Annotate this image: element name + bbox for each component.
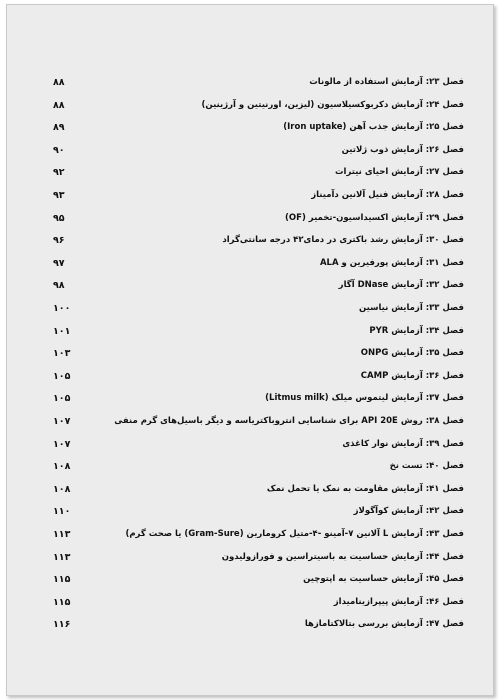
toc-entry	[53, 594, 464, 610]
toc-chapter-title: فصل ۳۳: آزمایش نیاسین	[358, 303, 464, 313]
toc-entry	[53, 616, 464, 632]
toc-page-number: ۱۰۷	[53, 415, 71, 427]
toc-chapter-title: فصل ۴۶: آزمایش پیپرازینامیداز	[333, 597, 464, 607]
toc-chapter-title: فصل ۴۷: آزمایش بررسی بتالاکتامازها	[304, 619, 464, 629]
toc-entry	[53, 187, 464, 203]
toc-entry	[53, 97, 464, 113]
toc-page-number: ۱۰۵	[53, 370, 71, 382]
toc-entry	[53, 413, 464, 429]
toc-page-number: ۹۳	[53, 189, 65, 201]
toc-entry	[53, 74, 464, 90]
toc-chapter-title: فصل ۳۸: روش API 20E برای شناسایی انتروباکتریاسه و دیگر باسیل‌های گرم منفی	[114, 416, 464, 426]
toc-entry	[53, 300, 464, 316]
toc-entry	[53, 571, 464, 587]
toc-entry	[53, 119, 464, 135]
toc-page-number: ۱۱۶	[53, 618, 71, 630]
toc-page-number: ۹۰	[53, 144, 65, 156]
toc-chapter-title: فصل ۲۶: آزمایش ذوب ژلاتین	[341, 145, 464, 155]
toc-entry	[53, 458, 464, 474]
toc-entry	[53, 526, 464, 542]
toc-page-number: ۱۰۸	[53, 460, 71, 472]
toc-entry	[53, 390, 464, 406]
toc-entry	[53, 345, 464, 361]
toc-chapter-title: فصل ۳۲: آزمایش DNase آگار	[338, 280, 464, 290]
toc-page-number: ۱۱۵	[53, 596, 71, 608]
document-page	[6, 4, 494, 696]
toc-chapter-title: فصل ۳۹: آزمایش نوار کاغذی	[342, 439, 464, 449]
toc-chapter-title: فصل ۴۲: آزمایش کوآگولاز	[353, 506, 464, 516]
toc-chapter-title: فصل ۲۵: آزمایش جذب آهن (Iron uptake)	[283, 122, 464, 132]
toc-chapter-title: فصل ۲۸: آزمایش فنیل آلانین دآمیناز	[311, 190, 464, 200]
toc-entry	[53, 255, 464, 271]
toc-page-number: ۸۸	[53, 76, 65, 88]
toc-chapter-title: فصل ۴۳: آزمایش L آلانین ۷-آمینو -۴-متیل کرومارین (Gram-Sure) یا صحت گرم)	[125, 529, 464, 539]
toc-chapter-title: فصل ۳۵: آزمایش ONPG	[360, 348, 464, 358]
toc-page-number: ۱۱۳	[53, 551, 71, 563]
toc-page-number: ۹۲	[53, 166, 65, 178]
toc-chapter-title: فصل ۳۴: آزمایش PYR	[369, 326, 464, 336]
toc-chapter-title: فصل ۴۰: تست نخ	[389, 461, 464, 471]
toc-entry	[53, 549, 464, 565]
toc-chapter-title: فصل ۳۱: آزمایش پورفیرین و ALA	[319, 258, 464, 268]
toc-page-number: ۱۰۵	[53, 392, 71, 404]
toc-page-number: ۸۸	[53, 99, 65, 111]
toc-page-number: ۹۸	[53, 279, 65, 291]
toc-page-number: ۹۵	[53, 212, 65, 224]
toc-entry	[53, 232, 464, 248]
toc-entry	[53, 368, 464, 384]
toc-entry	[53, 323, 464, 339]
toc-chapter-title: فصل ۳۷: آزمایش لیتموس میلک (Litmus milk)	[265, 393, 464, 403]
toc-chapter-title: فصل ۲۴: آزمایش دکربوکسیلاسیون (لیزین، اورنیتین و آرژینین)	[201, 100, 464, 110]
toc-chapter-title: فصل ۲۹: آزمایش اکسیداسیون-تخمیر (OF)	[285, 213, 464, 223]
toc-chapter-title: فصل ۴۴: آزمایش حساسیت به باسیتراسین و فورازولیدون	[221, 552, 464, 562]
toc-chapter-title: فصل ۳۰: آزمایش رشد باکتری در دمای۴۲ درجه سانتی‌گراد	[222, 235, 464, 245]
toc-entry	[53, 277, 464, 293]
toc-page-number: ۱۰۳	[53, 347, 71, 359]
toc-page-number: ۹۶	[53, 234, 65, 246]
toc-page-number: ۱۱۵	[53, 573, 71, 585]
toc-entry	[53, 503, 464, 519]
toc-page-number: ۱۰۸	[53, 483, 71, 495]
toc-page-number: ۱۰۷	[53, 438, 71, 450]
toc-page-number: ۹۷	[53, 257, 65, 269]
toc-entry	[53, 164, 464, 180]
toc-chapter-title: فصل ۴۱: آزمایش مقاومت به نمک یا تحمل نمک	[266, 484, 464, 494]
toc-entry	[53, 436, 464, 452]
toc-page-number: ۱۰۰	[53, 302, 71, 314]
toc-page-number: ۱۰۱	[53, 325, 71, 337]
toc-chapter-title: فصل ۳۶: آزمایش CAMP	[360, 371, 464, 381]
table-of-contents	[7, 5, 493, 695]
toc-entry	[53, 481, 464, 497]
toc-entry	[53, 210, 464, 226]
toc-chapter-title: فصل ۴۵: آزمایش حساسیت به اپتوچین	[303, 574, 464, 584]
toc-chapter-title: فصل ۲۳: آزمایش استفاده از مالونات	[309, 77, 464, 87]
toc-chapter-title: فصل ۲۷: آزمایش احیای نیترات	[334, 167, 464, 177]
toc-page-number: ۸۹	[53, 121, 65, 133]
toc-entry	[53, 142, 464, 158]
toc-page-number: ۱۱۰	[53, 505, 71, 517]
toc-page-number: ۱۱۳	[53, 528, 71, 540]
